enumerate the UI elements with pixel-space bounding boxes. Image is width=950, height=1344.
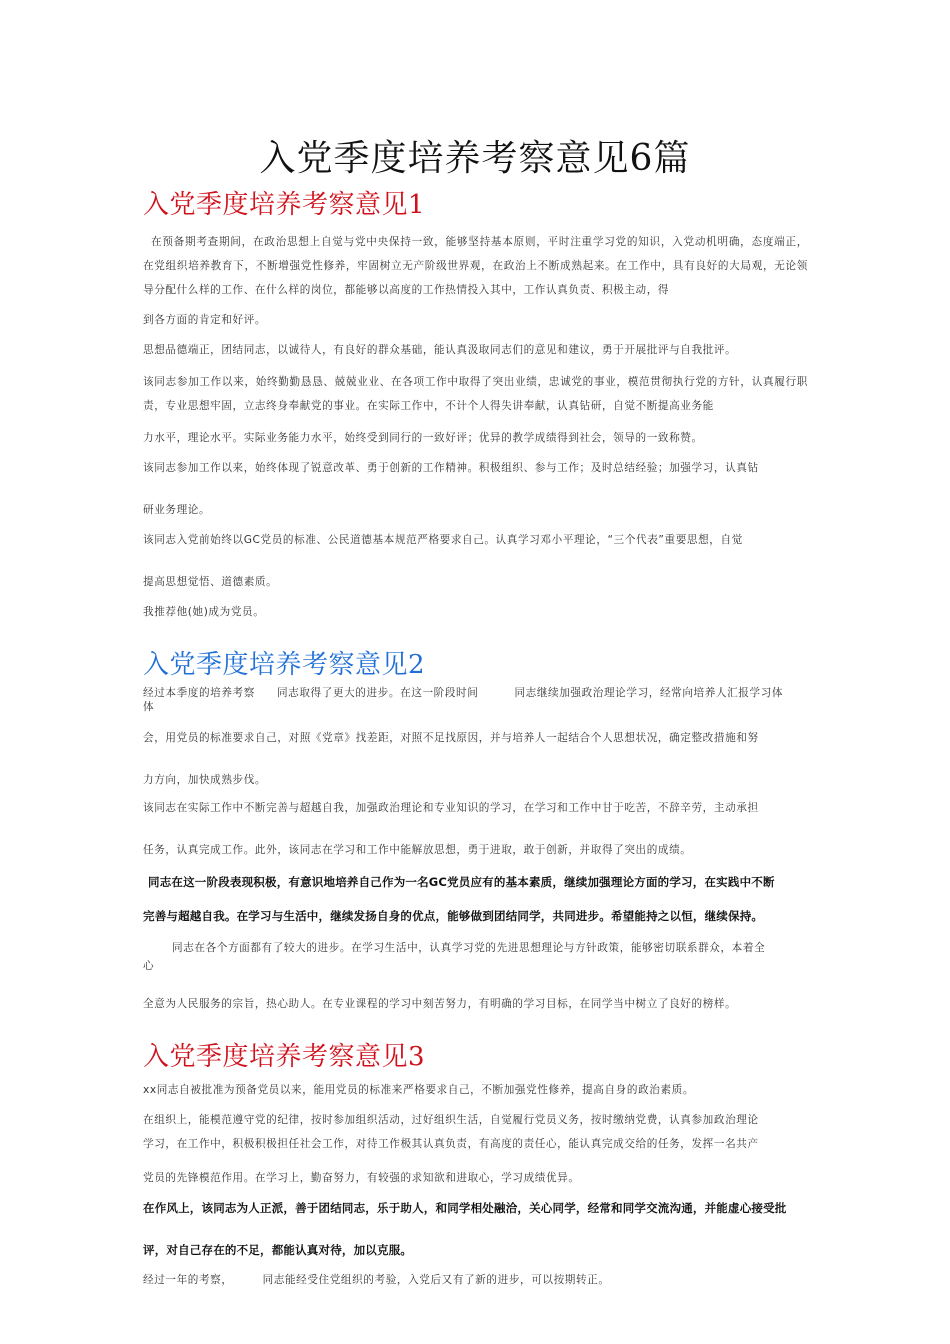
section-heading-2: 入党季度培养考察意见2 — [143, 650, 426, 680]
paragraph-bold: 在作风上，该同志为人正派，善于团结同志，乐于助人，和同学相处融洽，关心同学，经常和同学交流沟通，并能虚心接受批 — [143, 1201, 787, 1215]
paragraph: 该同志参加工作以来，始终体现了锐意改革、勇于创新的工作精神。积极组织、参与工作；及时总结经验；加强学习，认真钻 — [143, 462, 759, 474]
paragraph: 该同志入党前始终以GC党员的标准、公民道德基本规范严格要求自己。认真学习邓小平理论，“三个代表”重要思想，自觉 — [143, 534, 743, 546]
paragraph-bold-line: 评，对自己存在的不足，都能认真对待，加以克服。 — [143, 1243, 413, 1257]
paragraph-line: 心 — [143, 960, 155, 972]
paragraph: 该同志在实际工作中不断完善与超越自我，加强政治理论和专业知识的学习，在学习和工作中甘于吃苦，不辞辛劳，主动承担 — [143, 802, 759, 814]
text-fragment: 同志能经受住党组织的考验，入党后又有了新的进步，可以按期转正。 — [262, 1274, 610, 1286]
paragraph: 思想品德端正，团结同志，以诚待人，有良好的群众基础，能认真汲取同志们的意见和建议，勇于开展批评与自我批评。 — [143, 344, 737, 356]
paragraph-line: 党员的先锋模范作用。在学习上，勤奋努力，有较强的求知欲和进取心，学习成绩优异。 — [143, 1172, 580, 1184]
paragraph-line: 提高思想觉悟、道德素质。 — [143, 576, 278, 588]
text-fragment: 同志取得了更大的进步。在这一阶段时间 — [276, 687, 479, 699]
section-heading-1: 入党季度培养考察意见1 — [143, 190, 426, 220]
paragraph-line: 研业务理论。 — [143, 504, 211, 516]
paragraph-line: 力方向，加快成熟步伐。 — [143, 774, 267, 786]
paragraph-bold: 同志在这一阶段表现积极，有意识地培养自己作为一名GC党员应有的基本素质，继续加强理论方面的学习，在实践中不断 — [148, 875, 775, 889]
paragraph-line: 学习，在工作中，积极积极担任社会工作，对待工作极其认真负责，有高度的责任心，能认真完成交给的任务，发挥一名共产 — [143, 1138, 759, 1150]
paragraph-bold-line: 完善与超越自我。在学习与生活中，继续发扬自身的优点，能够做到团结同学，共同进步。希望能持之以恒，继续保持。 — [143, 909, 764, 923]
paragraph — [143, 686, 808, 700]
paragraph-line: 任务，认真完成工作。此外，该同志在学习和工作中能解放思想，勇于进取，敢于创新，并取得了突出的成绩。 — [143, 844, 692, 856]
paragraph: 同志在各个方面都有了较大的进步。在学习生活中，认真学习党的先进思想理论与方针政策，能够密切联系群众，本着全 — [172, 942, 766, 954]
paragraph: 在组织上，能模范遵守党的纪律，按时参加组织活动，过好组织生活，自觉履行党员义务，按时缴纳党费，认真参加政治理论 — [143, 1114, 759, 1126]
paragraph-line: 会，用党员的标准要求自己，对照《党章》找差距，对照不足找原因，并与培养人一起结合个人思想状况，确定整改措施和努 — [143, 732, 759, 744]
paragraph-line: 全意为人民服务的宗旨，热心助人。在专业课程的学习中刻苦努力，有明确的学习目标，在同学当中树立了良好的榜样。 — [143, 998, 737, 1010]
paragraph — [143, 1270, 808, 1291]
paragraph: 我推荐他(她)成为党员。 — [143, 606, 265, 618]
text-fragment: 经过本季度的培养考察 — [143, 687, 255, 699]
paragraph-line: 到各方面的肯定和好评。 — [143, 314, 267, 326]
paragraph: 在预备期考查期间，在政治思想上自觉与党中央保持一致，能够坚持基本原则，平时注重学习党的知识，入党动机明确，态度端正，在党组织培养教育下，不断增强党性修养，牢固树立无产阶级世界观，在政治上不断成熟起来。在工作中，具有良好的大局观，无论领导分配什么样的工作、在什么样的岗位，都能够以高度的工作热情投入其中，工作认真负责、积极主动，得 — [143, 236, 808, 296]
paragraph-line: 力水平，理论水平。实际业务能力水平，始终受到同行的一致好评；优异的教学成绩得到社会，领导的一致称赞。 — [143, 432, 703, 444]
paragraph-line: 体 — [143, 701, 155, 713]
section-heading-3: 入党季度培养考察意见3 — [143, 1042, 426, 1072]
text-fragment: 同志继续加强政治理论学习，经常向培养人汇报学习体 — [514, 687, 784, 699]
paragraph: xx同志自被批准为预备党员以来，能用党员的标准来严格要求自己，不断加强党性修养，提高自身的政治素质。 — [143, 1084, 695, 1096]
text-fragment: 经过一年的考察， — [143, 1274, 233, 1286]
document-title: 入党季度培养考察意见6篇 — [259, 138, 691, 179]
paragraph: 该同志参加工作以来，始终勤勤恳恳、兢兢业业、在各项工作中取得了突出业绩，忠诚党的事业，模范贯彻执行党的方针，认真履行职责，专业思想牢固，立志终身奉献党的事业。在实际工作中，不计个人得失讲奉献，认真钻研，自觉不断提高业务能 — [143, 376, 808, 412]
